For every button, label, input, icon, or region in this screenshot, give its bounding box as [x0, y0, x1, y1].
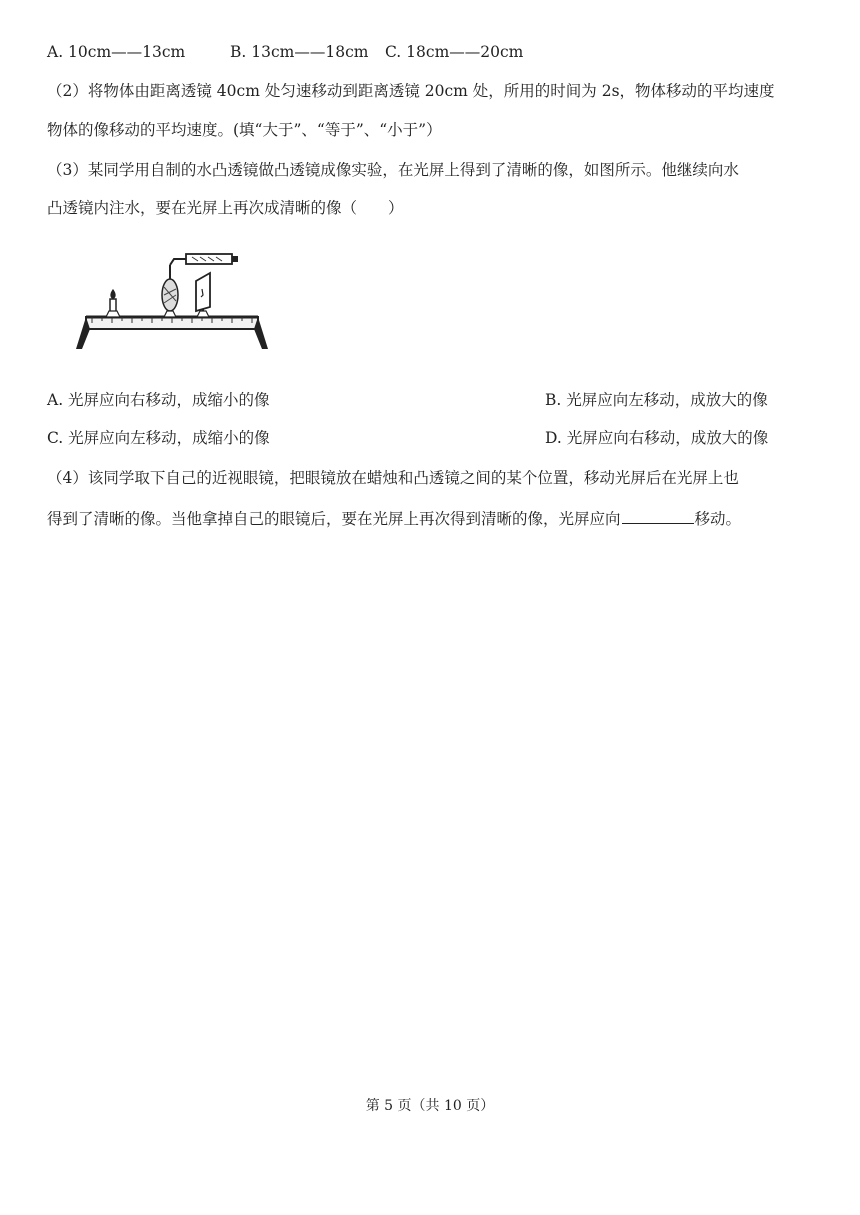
- candle-icon: [106, 289, 120, 317]
- q3-option-b: B. 光屏应向左移动，成放大的像: [545, 391, 768, 409]
- q4-line-2-text: 得到了清晰的像。当他拿掉自己的眼镜后，要在光屏上再次得到清晰的像，光屏应向: [47, 510, 621, 528]
- light-screen-icon: [196, 273, 210, 317]
- q3-option-c: C. 光屏应向左移动，成缩小的像: [47, 429, 270, 447]
- q2-line-1: （2）将物体由距离透镜 40cm 处匀速移动到距离透镜 20cm 处，所用的时间为 2s，物体移动的平均速度: [47, 82, 775, 100]
- q1-option-c: C. 18cm——20cm: [385, 43, 524, 61]
- syringe-icon: [186, 254, 238, 264]
- q3-line-2: 凸透镜内注水，要在光屏上再次成清晰的像（ ）: [47, 199, 404, 217]
- q4-line-2: [47, 507, 741, 529]
- q3-line-1: （3）某同学用自制的水凸透镜做凸透镜成像实验，在光屏上得到了清晰的像，如图所示。他继续向水: [47, 161, 739, 179]
- q4-line-2-end: 移动。: [694, 510, 742, 528]
- q1-option-a: A. 10cm——13cm: [47, 43, 186, 61]
- q1-option-b: B. 13cm——18cm: [230, 43, 369, 61]
- optical-bench-figure: [72, 245, 272, 355]
- q3-option-d: D. 光屏应向右移动，成放大的像: [545, 429, 769, 447]
- page-footer: 第 5 页（共 10 页）: [365, 1098, 495, 1114]
- q2-line-2: 物体的像移动的平均速度。(填“大于”、“等于”、“小于”）: [47, 121, 442, 139]
- water-lens-icon: [162, 259, 186, 317]
- answer-blank: [622, 507, 694, 524]
- q3-option-a: A. 光屏应向右移动，成缩小的像: [47, 391, 270, 409]
- q4-line-1: （4）该同学取下自己的近视眼镜，把眼镜放在蜡烛和凸透镜之间的某个位置，移动光屏后在光屏上也: [47, 469, 739, 487]
